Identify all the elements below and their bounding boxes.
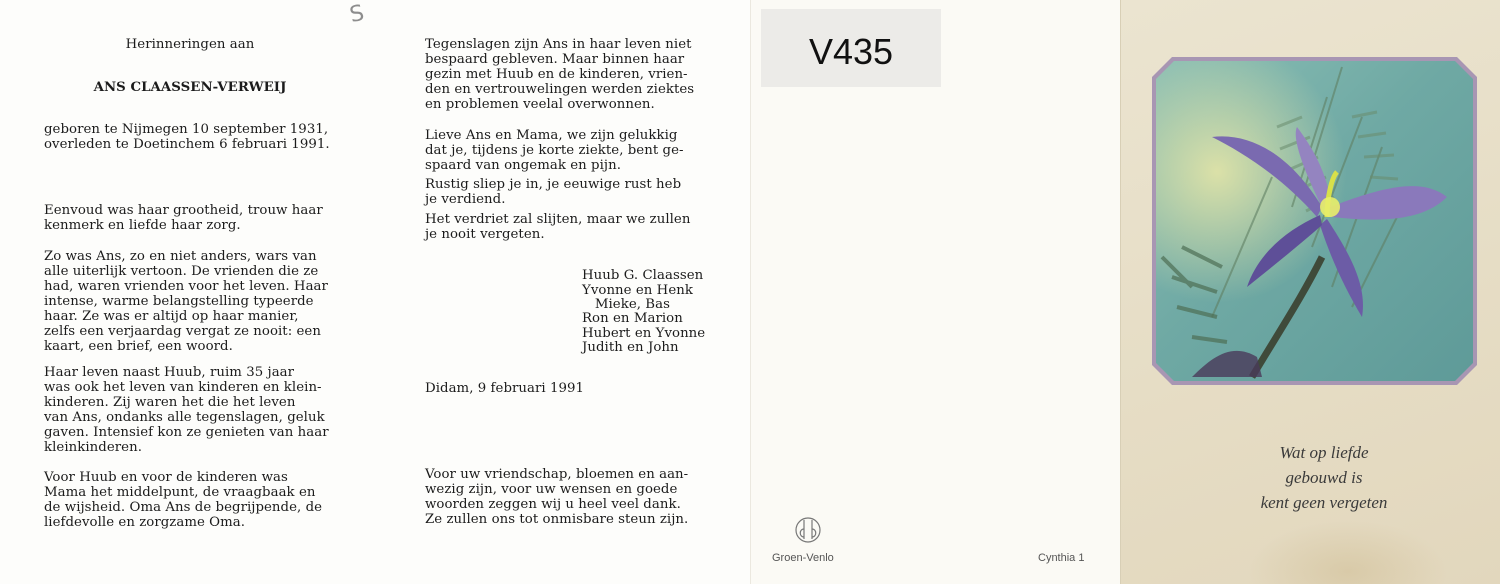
paragraph: Voor Huub en voor de kinderen was Mama het middelpunt, de vraagbaak en de wijsheid. Oma Ans de begrijpende, de liefdevolle en zorgzame Oma.: [44, 470, 323, 530]
signature: Hubert en Yvonne: [582, 326, 706, 341]
death-date-line: overleden te Doetinchem 6 februari 1991.: [44, 137, 330, 152]
publisher-logo-icon: [793, 515, 823, 545]
paragraph: Lieve Ans en Mama, we zijn gelukkig dat je, tijdens je korte ziekte, bent ge- spaard van ongemak en pijn.: [425, 128, 684, 173]
paragraph: Het verdriet zal slijten, maar we zullen je nooit vergeten.: [425, 212, 691, 242]
flower-photo: [1152, 57, 1477, 385]
publisher-name: Groen-Venlo: [772, 552, 834, 564]
paragraph: Rustig sliep je in, je eeuwige rust heb je verdiend.: [425, 177, 682, 207]
deceased-name: ANS CLAASSEN-VERWEIJ: [93, 80, 287, 95]
signature: Judith en John: [582, 340, 679, 355]
card-model: Cynthia 1: [1038, 552, 1085, 564]
left-inner-page: [0, 0, 375, 584]
paper-stain: [1248, 520, 1448, 584]
birth-date-line: geboren te Nijmegen 10 september 1931,: [44, 122, 329, 137]
signature: Yvonne en Henk: [582, 283, 693, 298]
place-date: Didam, 9 februari 1991: [425, 381, 585, 396]
right-inner-page: [375, 0, 750, 584]
signature: Mieke, Bas: [582, 297, 670, 312]
reference-label: [761, 9, 941, 87]
signature: Ron en Marion: [582, 311, 683, 326]
paragraph: Tegenslagen zijn Ans in haar leven niet bespaard gebleven. Maar binnen haar gezin met Huub en de kinderen, vrien- den en vertrouwelingen werden ziektes en problemen veelal overwonnen.: [425, 37, 695, 112]
back-cover: [750, 0, 1120, 584]
paragraph: Eenvoud was haar grootheid, trouw haar kenmerk en liefde haar zorg.: [44, 203, 323, 233]
cover-caption: Wat op liefde gebouwd is kent geen vergeten: [1260, 443, 1388, 512]
paragraph: Zo was Ans, zo en niet anders, wars van alle uiterlijk vertoon. De vrienden die ze had, waren vrienden voor het leven. Haar intense, warme belangstelling typeerde haar. Ze was er altijd op haar manier, zelfs een verjaardag vergat ze nooit: een kaart, een brief, een woord.: [44, 249, 328, 354]
signature: Huub G. Claassen: [582, 268, 704, 283]
thanks-text: Voor uw vriendschap, bloemen en aan- wezig zijn, voor uw wensen en goede woorden zeggen wij u heel veel dank. Ze zullen ons tot onmisbare steun zijn.: [425, 467, 689, 527]
paragraph: Haar leven naast Huub, ruim 35 jaar was ook het leven van kinderen en klein- kinderen. Zij waren het die het leven van Ans, ondanks alle tegenslagen, geluk gaven. Intensief kon ze genieten van haar kleinkinderen.: [44, 365, 329, 455]
heading: Herinneringen aan: [125, 37, 255, 52]
pencil-mark: S: [347, 0, 367, 29]
reference-number: V435: [808, 31, 894, 72]
